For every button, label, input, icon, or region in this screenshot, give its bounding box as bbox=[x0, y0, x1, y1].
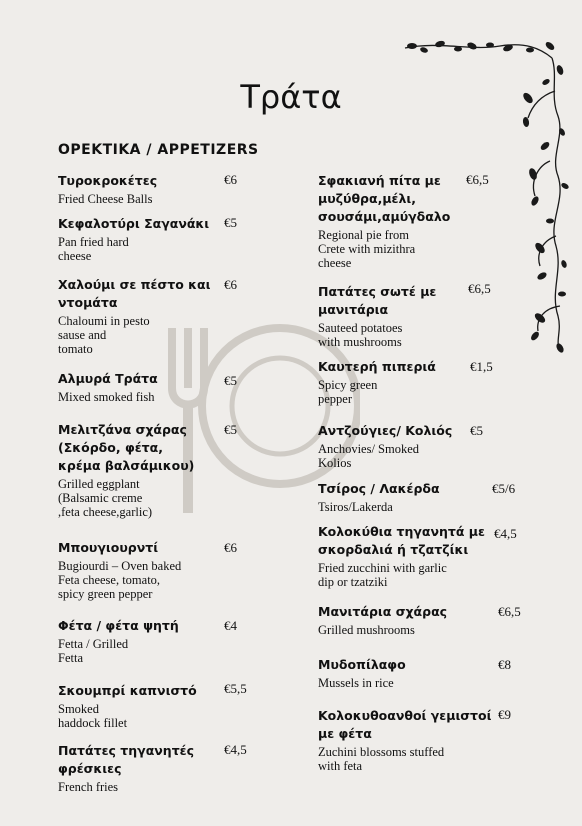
item-price: €6,5 bbox=[466, 172, 489, 187]
item-name: Μυδοπίλαφο bbox=[318, 657, 406, 672]
item-price: €5 bbox=[224, 373, 237, 388]
item-description: Pan fried hard cheese bbox=[58, 235, 129, 263]
item-name: Σκουμπρί καπνιστό bbox=[58, 683, 197, 698]
menu-item bbox=[318, 172, 450, 270]
item-description: Bugiourdi – Oven baked Feta cheese, tomato, spicy green pepper bbox=[58, 559, 182, 601]
item-description: Mussels in rice bbox=[318, 676, 394, 690]
menu-item bbox=[58, 215, 209, 263]
item-price: €9 bbox=[498, 707, 511, 722]
item-name: Χαλούμι σε πέστο και ντομάτα bbox=[58, 277, 211, 310]
item-name: Πατάτες σωτέ με μανιτάρια bbox=[318, 284, 437, 317]
item-description: Chaloumi in pesto sause and tomato bbox=[58, 314, 150, 356]
item-name: Φέτα / φέτα ψητή bbox=[58, 618, 179, 633]
item-price: €5/6 bbox=[492, 481, 516, 496]
menu-item bbox=[318, 523, 485, 589]
menu-item bbox=[58, 539, 181, 601]
menu-item bbox=[318, 656, 406, 690]
item-price: €5 bbox=[224, 215, 237, 230]
menu-item bbox=[58, 276, 210, 356]
item-description: Regional pie from Crete with mizithra cheese bbox=[318, 228, 416, 270]
page-title: Τράτα bbox=[240, 78, 342, 116]
item-price: €5 bbox=[224, 422, 237, 437]
item-description: Tsiros/Lakerda bbox=[318, 500, 393, 514]
menu-item bbox=[58, 682, 197, 730]
item-price: €1,5 bbox=[470, 359, 493, 374]
item-name: Τσίρος / Λακέρδα bbox=[318, 481, 440, 496]
item-name: Αλμυρά Τράτα bbox=[58, 371, 158, 386]
menu-item bbox=[318, 603, 447, 637]
item-price: €6,5 bbox=[498, 604, 521, 619]
item-price: €4 bbox=[224, 618, 237, 633]
menu-item bbox=[318, 480, 440, 514]
item-price: €4,5 bbox=[494, 526, 517, 541]
item-name: Καυτερή πιπεριά bbox=[318, 359, 436, 374]
item-name: Κεφαλοτύρι Σαγανάκι bbox=[58, 216, 210, 231]
item-price: €5 bbox=[470, 423, 483, 438]
item-price: €6 bbox=[224, 540, 237, 555]
item-description: Smoked haddock fillet bbox=[58, 702, 128, 730]
item-description: Mixed smoked fish bbox=[58, 390, 155, 404]
item-price: €6,5 bbox=[468, 281, 491, 296]
item-name: Κολοκύθια τηγανητά με σκορδαλιά ή τζατζίκι bbox=[318, 524, 485, 557]
item-description: Grilled mushrooms bbox=[318, 623, 415, 637]
item-description: French fries bbox=[58, 780, 119, 794]
item-price: €4,5 bbox=[224, 742, 247, 757]
item-description: Spicy green pepper bbox=[318, 378, 378, 406]
item-name: Κολοκυθοανθοί γεμιστοί με φέτα bbox=[318, 708, 492, 741]
item-description: Anchovies/ Smoked Kolios bbox=[318, 442, 420, 470]
item-name: Μελιτζάνα σχάρας (Σκόρδο, φέτα, κρέμα βαλσάμικου) bbox=[58, 422, 195, 473]
item-description: Sauteed potatoes with mushrooms bbox=[318, 321, 403, 349]
item-name: Πατάτες τηγανητές φρέσκιες bbox=[58, 743, 195, 776]
item-price: €6 bbox=[224, 172, 237, 187]
item-name: Αντζούγιες/ Κολιός bbox=[318, 423, 453, 438]
item-price: €5,5 bbox=[224, 681, 247, 696]
section-heading: OPEKTIKA / APPETIZERS bbox=[58, 142, 259, 158]
item-name: Σφακιανή πίτα με μυζύθρα,μέλι, σουσάμι,αμύγδαλο bbox=[318, 173, 451, 224]
menu-item bbox=[58, 172, 157, 206]
item-name: Τυροκροκέτες bbox=[58, 173, 158, 188]
item-description: Grilled eggplant (Balsamic creme ,feta cheese,garlic) bbox=[58, 477, 153, 519]
item-name: Μανιτάρια σχάρας bbox=[318, 604, 448, 619]
menu-item bbox=[318, 422, 452, 470]
item-name: Μπουγιουρντί bbox=[58, 540, 159, 555]
menu-item bbox=[318, 707, 491, 773]
menu-item bbox=[58, 370, 158, 404]
item-description: Fried Cheese Balls bbox=[58, 192, 153, 206]
menu-item bbox=[58, 617, 179, 665]
item-price: €6 bbox=[224, 277, 237, 292]
item-price: €8 bbox=[498, 657, 511, 672]
menu-item bbox=[318, 283, 436, 349]
menu-item bbox=[58, 421, 194, 519]
menu-item bbox=[318, 358, 436, 406]
item-description: Fetta / Grilled Fetta bbox=[58, 637, 129, 665]
menu-item bbox=[58, 742, 194, 794]
item-description: Zuchini blossoms stuffed with feta bbox=[318, 745, 445, 773]
item-description: Fried zucchini with garlic dip or tzatziki bbox=[318, 561, 447, 589]
